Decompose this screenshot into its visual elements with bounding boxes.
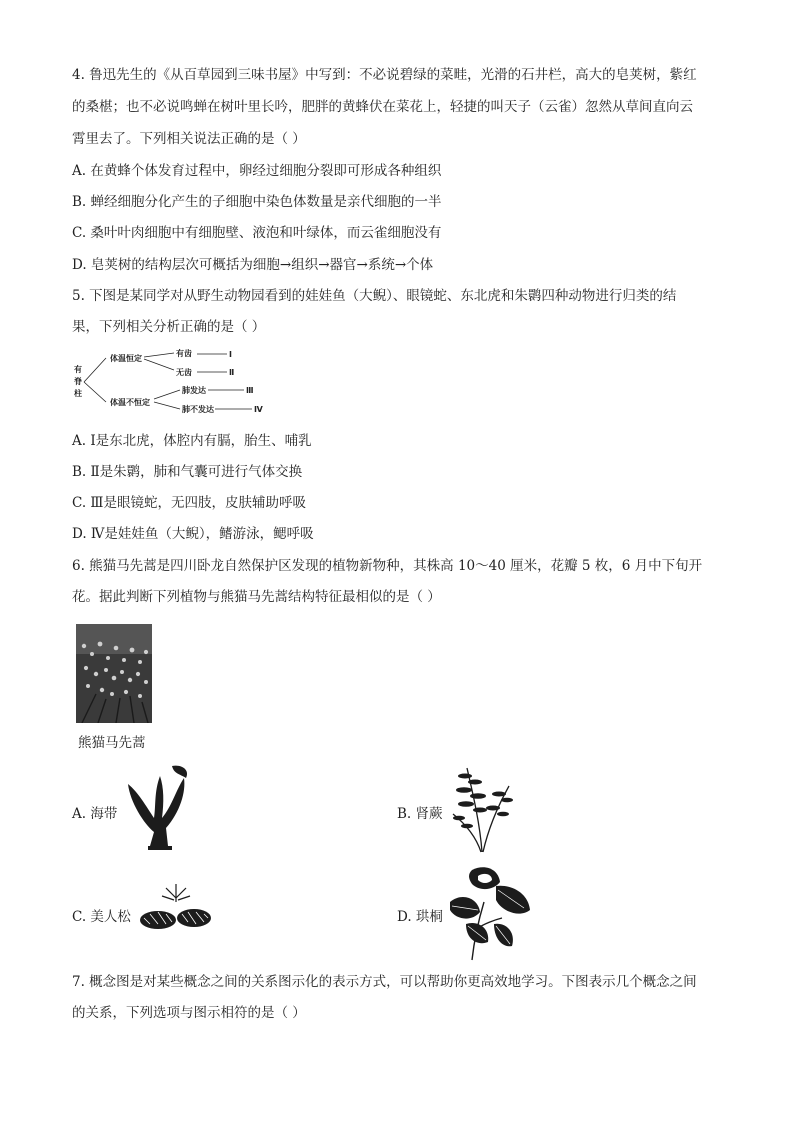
q5-stem-line-1: 5. 下图是某同学对从野生动物园看到的娃娃鱼（大鲵）、眼镜蛇、东北虎和朱鹮四种动物进行归类的结 (72, 288, 677, 304)
q7-stem-line-2: 的关系，下列选项与图示相符的是（ ） (72, 1005, 306, 1021)
q4-stem-line-3: 霄里去了。下列相关说法正确的是（ ） (72, 131, 306, 147)
q5-option-d: D. Ⅳ是娃娃鱼（大鲵），鳍游泳，鳃呼吸 (72, 526, 314, 542)
q4-option-a: A. 在黄蜂个体发育过程中，卵经过细胞分裂即可形成各种组织 (72, 163, 442, 179)
q6-option-c: C. 美人松 (72, 909, 131, 925)
q4-stem-line-1: 4. 鲁迅先生的《从百草园到三味书屋》中写到：不必说碧绿的菜畦，光滑的石井栏，高大的皂荚树，紫红 (72, 67, 697, 83)
diagram-leaf-no-teeth: 无齿 (176, 368, 192, 377)
diagram-roman-3: Ⅲ (246, 386, 254, 395)
q6-option-d: D. 珙桐 (397, 909, 443, 925)
classification-diagram (72, 346, 272, 416)
q5-option-c: C. Ⅲ是眼镜蛇，无四肢，皮肤辅助呼吸 (72, 495, 306, 511)
diagram-leaf-lung-developed: 肺发达 (182, 386, 206, 395)
q5-option-b: B. Ⅱ是朱鹮，肺和气囊可进行气体交换 (72, 464, 303, 480)
diagram-roman-4: Ⅳ (254, 405, 263, 414)
diagram-root-char-3: 柱 (74, 389, 82, 398)
panda-lousewort-photo (76, 624, 152, 723)
q4-option-b: B. 蝉经细胞分化产生的子细胞中染色体数量是亲代细胞的一半 (72, 194, 442, 210)
diagram-roman-1: Ⅰ (229, 350, 232, 359)
diagram-leaf-teeth: 有齿 (176, 349, 192, 358)
diagram-branch-cold: 体温不恒定 (110, 398, 150, 407)
q6-stem-line-2: 花。据此判断下列植物与熊猫马先蒿结构特征最相似的是（ ） (72, 589, 441, 605)
diagram-leaf-lung-undeveloped: 肺不发达 (182, 405, 214, 414)
diagram-root-char-1: 有 (74, 365, 82, 374)
photo-caption: 熊猫马先蒿 (78, 735, 146, 751)
kelp-illustration (120, 762, 195, 854)
q4-stem-line-2: 的桑椹；也不必说鸣蝉在树叶里长吟，肥胖的黄蜂伏在菜花上，轻捷的叫天子（云雀）忽然从草间直向云 (72, 99, 693, 115)
q6-stem-line-1: 6. 熊猫马先蒿是四川卧龙自然保护区发现的植物新物种，其株高 10～40 厘米，花瓣 5 枚，6 月中下旬开 (72, 558, 703, 574)
fern-illustration (447, 764, 517, 854)
q6-option-b: B. 肾蕨 (397, 806, 443, 822)
pine-cone-illustration (136, 880, 216, 940)
diagram-root-char-2: 脊 (74, 377, 82, 386)
q4-option-c: C. 桑叶叶肉细胞中有细胞壁、液泡和叶绿体，而云雀细胞没有 (72, 225, 442, 241)
q7-stem-line-1: 7. 概念图是对某些概念之间的关系图示化的表示方式，可以帮助你更高效地学习。下图表示几个概念之间 (72, 974, 697, 990)
q5-option-a: A. Ⅰ是东北虎，体腔内有膈，胎生、哺乳 (72, 433, 312, 449)
diagram-roman-2: Ⅱ (229, 368, 235, 377)
q4-option-d: D. 皂荚树的结构层次可概括为细胞→组织→器官→系统→个体 (72, 257, 434, 273)
diagram-branch-warm: 体温恒定 (110, 354, 142, 363)
q5-stem-line-2: 果，下列相关分析正确的是（ ） (72, 319, 266, 335)
q6-option-a: A. 海带 (72, 806, 118, 822)
dove-tree-illustration (444, 862, 534, 962)
